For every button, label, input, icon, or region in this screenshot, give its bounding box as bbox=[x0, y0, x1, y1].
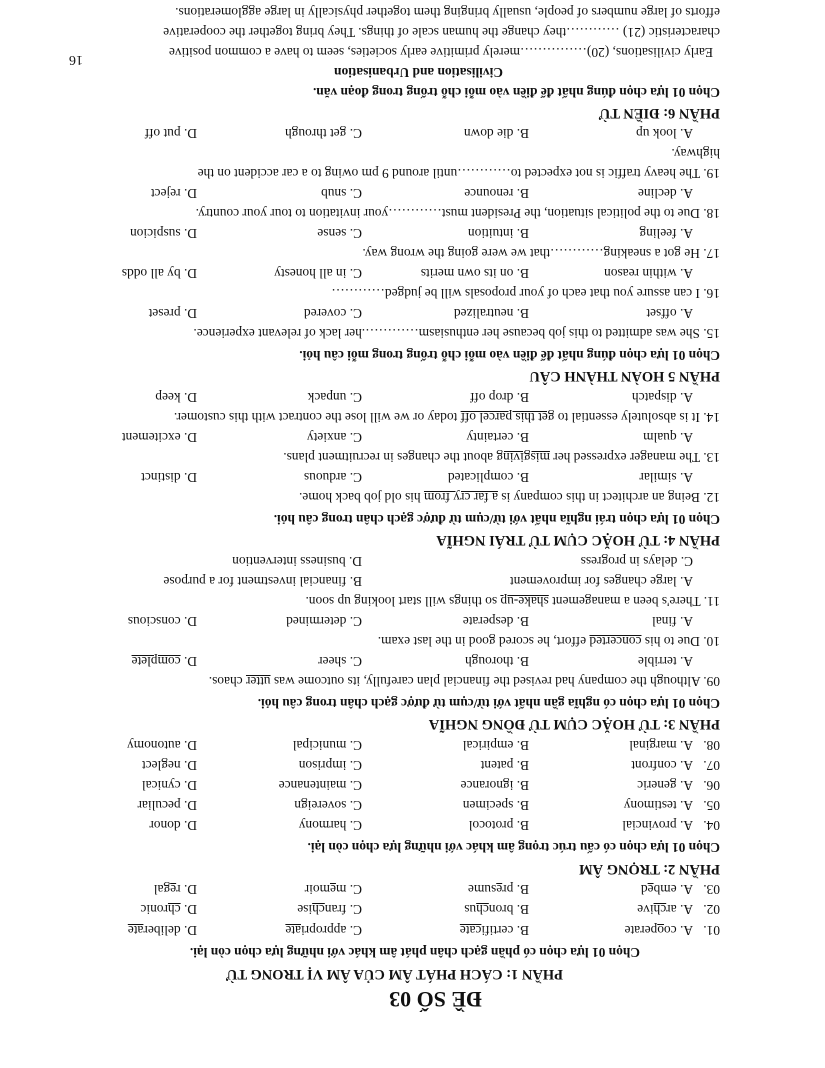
option-a: A. archive bbox=[637, 902, 693, 917]
option-d: D. neglect bbox=[141, 758, 197, 773]
option-d: D. donor bbox=[149, 818, 197, 833]
option-c: C. delays in progress bbox=[580, 554, 693, 569]
question-number: 05. bbox=[703, 798, 720, 813]
question-09-stem: 09. Although the company had revised the financial plan carefully, its outcome was utter chaos. bbox=[208, 674, 720, 689]
option-b: B. on its own merits bbox=[420, 266, 529, 281]
option-d: D. preset bbox=[148, 306, 197, 321]
option-a: A. offset bbox=[646, 306, 693, 321]
option-d: D. peculiar bbox=[137, 798, 197, 813]
option-b: B. specimen bbox=[462, 798, 529, 813]
option-c: C. municipal bbox=[292, 738, 362, 753]
option-a: A. embed bbox=[640, 882, 693, 897]
option-d: D. deliberate bbox=[127, 923, 197, 938]
option-a: A. feeling bbox=[639, 226, 693, 241]
question-15-stem: 15. She was admitted to this job because her enthusiasm………….her lack of relevant experience. bbox=[193, 326, 720, 341]
question-10-stem: 10. Due to his concerted effort, he scored good in the last exam. bbox=[377, 634, 720, 649]
option-c: C. sheer bbox=[318, 654, 362, 669]
question-12-stem: 12. Being an architect in this company is a far cry from his old job back home. bbox=[299, 490, 720, 505]
section-3-heading: PHẦN 3: TỪ HOẶC CỤM TỪ ĐỒNG NGHĨA bbox=[428, 716, 720, 732]
page-number: 16 bbox=[69, 52, 83, 67]
question-number: 07. bbox=[703, 758, 720, 773]
option-d: D. distinct bbox=[141, 470, 197, 485]
option-b: B. certainty bbox=[466, 430, 529, 445]
page-title: ĐỀ SỐ 03 bbox=[389, 987, 482, 1012]
option-d: D. keep bbox=[155, 390, 197, 405]
option-d: D. conscious bbox=[127, 614, 197, 629]
section-4-instruction: Chọn 01 lựa chọn trái nghĩa nhất với từ/cụm từ được gạch chân trong câu hỏi. bbox=[273, 512, 720, 527]
option-c: C. snub bbox=[321, 186, 362, 201]
option-b: B. thorough bbox=[465, 654, 529, 669]
option-b: B. bronchus bbox=[464, 902, 529, 917]
section-3-instruction: Chọn 01 lựa chọn có nghĩa gần nhất với từ/cụm từ được gạch chân trong câu hỏi. bbox=[257, 696, 720, 711]
option-a: A. dispatch bbox=[631, 390, 693, 405]
question-number: 03. bbox=[703, 882, 720, 897]
option-c: C. unpack bbox=[307, 390, 362, 405]
option-b: B. ignorance bbox=[460, 778, 529, 793]
option-d: D. regal bbox=[153, 882, 197, 897]
question-16-stem: 16. I can assure you that each of your proposals will be judged………… bbox=[331, 286, 720, 301]
passage-line: efforts of large numbers of people, usually bringing them together physically in large agglomerations. bbox=[175, 5, 720, 20]
question-17-stem: 17. He got a sneaking…………that we were going the wrong way. bbox=[362, 246, 720, 261]
option-c: C. in all honesty bbox=[274, 266, 362, 281]
option-a: A. qualm bbox=[643, 430, 693, 445]
option-d: D. suspicion bbox=[130, 226, 197, 241]
option-c: C. memoir bbox=[304, 882, 362, 897]
option-b: B. financial investment for a purpose bbox=[163, 574, 362, 589]
option-a: A. look up bbox=[636, 126, 693, 141]
question-19-stem: 19. The heavy traffic is not expected to…………until around 9 pm owing to a car accident on the bbox=[197, 166, 720, 181]
option-a: A. large changes for improvement bbox=[509, 574, 693, 589]
option-c: C. imprison bbox=[298, 758, 362, 773]
option-c: C. sovereign bbox=[294, 798, 362, 813]
section-2-instruction: Chọn 01 lựa chọn có cấu trúc trọng âm khác với những lựa chọn còn lại. bbox=[307, 840, 720, 855]
option-c: C. sense bbox=[317, 226, 362, 241]
option-c: C. maintenance bbox=[278, 778, 362, 793]
option-b: B. complicated bbox=[447, 470, 529, 485]
passage-line: Early civilisations, (20)……………merely primitive early societies, seem to have a common positive bbox=[168, 45, 713, 60]
question-number: 08. bbox=[703, 738, 720, 753]
section-5-instruction: Chọn 01 lựa chọn đúng nhất để điền vào mỗi chỗ trống trong mỗi câu hỏi. bbox=[299, 348, 720, 363]
option-d: D. complete bbox=[131, 654, 197, 669]
option-b: B. certificate bbox=[459, 923, 529, 938]
option-d: D. put off bbox=[144, 126, 197, 141]
section-4-heading: PHẦN 4: TỪ HOẶC CỤM TỪ TRÁI NGHĨA bbox=[436, 532, 720, 548]
option-c: C. arduous bbox=[303, 470, 362, 485]
option-d: D. reject bbox=[150, 186, 197, 201]
option-d: D. chronic bbox=[140, 902, 197, 917]
option-a: A. terrible bbox=[637, 654, 693, 669]
option-b: B. neutralized bbox=[453, 306, 529, 321]
option-a: A. confront bbox=[631, 758, 693, 773]
question-11-stem: 11. There's been a management shake-up so things will start looking up soon. bbox=[305, 594, 720, 609]
section-1-heading: PHẦN 1: CÁCH PHÁT ÂM CỦA ÂM VỊ TRONG TỪ bbox=[225, 966, 563, 982]
option-c: C. determined bbox=[286, 614, 362, 629]
question-13-stem: 13. The manager expressed her misgiving about the changes in recruitment plans. bbox=[283, 450, 720, 465]
question-number: 04. bbox=[703, 818, 720, 833]
option-b: B. empirical bbox=[462, 738, 529, 753]
option-b: B. patent bbox=[480, 758, 529, 773]
question-18-stem: 18. Due to the political situation, the President must…………your invitation to tour your country. bbox=[195, 206, 720, 221]
option-d: D. autonomy bbox=[127, 738, 197, 753]
passage-title: Civilisation and Urbanisation bbox=[334, 65, 503, 80]
option-b: B. intuition bbox=[467, 226, 529, 241]
option-d: D. cynical bbox=[141, 778, 197, 793]
question-number: 06. bbox=[703, 778, 720, 793]
option-a: A. testimony bbox=[623, 798, 693, 813]
section-5-heading: PHẦN 5 HOÀN THÀNH CÂU bbox=[529, 368, 720, 384]
option-d: D. business intervention bbox=[232, 554, 362, 569]
option-d: D. excitement bbox=[121, 430, 197, 445]
option-a: A. generic bbox=[637, 778, 693, 793]
option-a: A. final bbox=[652, 614, 693, 629]
section-6-heading: PHẦN 6: ĐIỀN TỪ bbox=[598, 105, 720, 121]
option-c: C. get through bbox=[284, 126, 362, 141]
option-b: B. protocol bbox=[468, 818, 529, 833]
passage-line: characteristic (21) …………they change the human scale of things. They bring together the cooperative bbox=[163, 25, 720, 40]
question-number: 02. bbox=[703, 902, 720, 917]
question-number: 01. bbox=[703, 923, 720, 938]
section-1-instruction: Chọn 01 lựa chọn có phần gạch chân phát âm khác với những lựa chọn còn lại. bbox=[189, 945, 640, 960]
option-a: A. within reason bbox=[604, 266, 693, 281]
option-b: B. renounce bbox=[464, 186, 529, 201]
option-c: C. franchise bbox=[297, 902, 362, 917]
option-c: C. harmony bbox=[298, 818, 362, 833]
section-6-instruction: Chọn 01 lựa chọn đúng nhất để điền vào mỗi chỗ trống trong đoạn văn. bbox=[313, 85, 720, 100]
option-c: C. covered bbox=[303, 306, 362, 321]
option-a: A. provincial bbox=[622, 818, 693, 833]
question-19-stem-cont: highway. bbox=[671, 146, 720, 161]
option-b: B. drop off bbox=[470, 390, 529, 405]
option-b: B. desperate bbox=[462, 614, 529, 629]
option-c: C. appropriate bbox=[285, 923, 362, 938]
option-a: A. similar bbox=[639, 470, 693, 485]
option-c: C. anxiety bbox=[306, 430, 362, 445]
question-14-stem: 14. It is absolutely essential to get this parcel off today or we will lose the contract with this customer. bbox=[173, 410, 720, 425]
section-2-heading: PHẦN 2: TRỌNG ÂM bbox=[578, 861, 720, 877]
option-b: B. presume bbox=[467, 882, 529, 897]
option-a: A. marginal bbox=[629, 738, 693, 753]
option-a: A. decline bbox=[637, 186, 693, 201]
option-b: B. die down bbox=[463, 126, 529, 141]
option-a: A. cooperate bbox=[624, 923, 693, 938]
option-d: D. by all odds bbox=[121, 266, 197, 281]
